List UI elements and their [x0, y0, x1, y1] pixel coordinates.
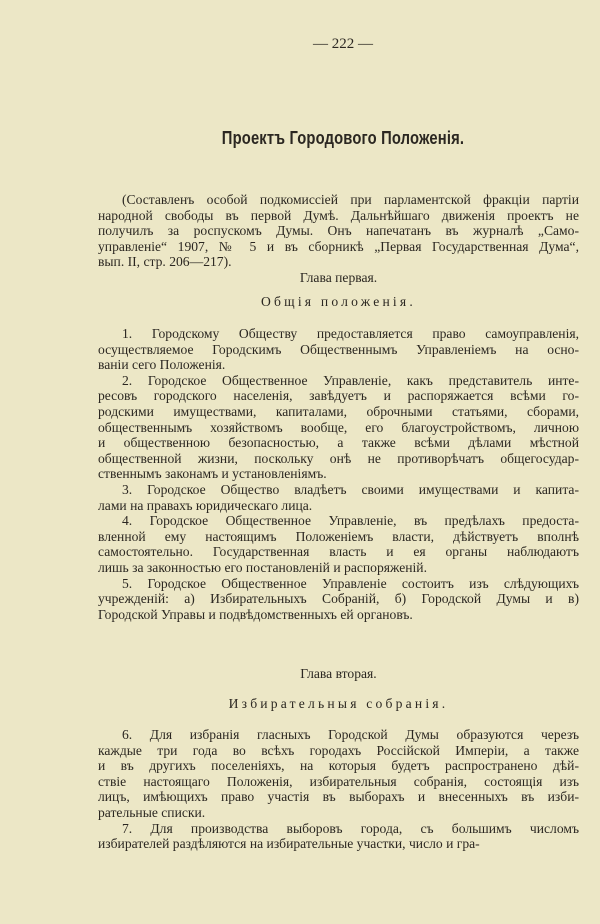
chapter2-body	[98, 727, 579, 852]
text-line: и въ другихъ поселеніяхъ, на которыя будетъ распространено дѣй-	[98, 758, 579, 774]
text-line: 2. Городское Общественное Управленіе, какъ представитель инте-	[122, 372, 579, 388]
text-line: общественнымъ хозяйствомъ вообще, его благоустройствомъ, личною	[98, 419, 579, 435]
text-line: (Составленъ особой подкомиссіей при парламентской фракціи партіи	[122, 192, 579, 207]
chapter2-subheading: Избирательныя собранія.	[228, 696, 449, 711]
article-paragraph	[98, 513, 579, 575]
text-line: каждые три года во всѣхъ городахъ Россійской Имперіи, а также	[98, 742, 579, 758]
text-line: избирателей раздѣляются на избирательные участки, число и гра-	[98, 836, 480, 852]
text-line: учрежденій: а) Избирательныхъ Собраній, б) Городской Думы и в)	[98, 591, 579, 607]
text-line: ресовъ городского населенія, завѣдуетъ и распоряжается всѣми го-	[98, 388, 579, 404]
text-line: 6. Для избранія гласныхъ Городской Думы образуются черезъ	[122, 727, 579, 742]
chapter2-heading: Глава вторая.	[300, 666, 377, 681]
article-paragraph	[98, 821, 579, 852]
page-number: — 222 —	[313, 36, 373, 52]
text-line: 3. Городское Общество владѣетъ своими имуществами и капита-	[122, 481, 579, 497]
text-line: управленіе“ 1907, № 5 и въ сборникѣ „Первая Государственная Дума“,	[98, 238, 579, 254]
article-paragraph	[98, 326, 579, 373]
intro-paragraph	[98, 192, 579, 270]
article-paragraph	[98, 727, 579, 821]
text-line: рательные списки.	[98, 804, 206, 820]
chapter1-body	[98, 326, 579, 622]
text-line: 5. Городское Общественное Управленіе состоитъ изъ слѣдующихъ	[122, 575, 579, 591]
text-line: и общественною безопасностью, а также всѣми дѣлами мѣстной	[98, 435, 579, 451]
text-line: осуществляемое Городскимъ Общественнымъ Управленіемъ на осно-	[98, 341, 579, 357]
text-line: 4. Городское Общественное Управленіе, въ предѣлахъ предоста-	[122, 513, 579, 529]
text-line: ственнымъ законамъ и установленіямъ.	[98, 466, 327, 482]
chapter1-subheading: Общія положенія.	[261, 294, 416, 309]
document-title: Проектъ Городового Положенія.	[221, 128, 465, 148]
text-line: 7. Для производства выборовъ города, съ большимъ числомъ	[122, 820, 579, 836]
text-line: общественной жизни, поскольку онѣ не противорѣчатъ общегосудар-	[98, 450, 579, 466]
text-line: народной свободы въ первой Думѣ. Дальнѣйшаго движенія проектъ не	[98, 207, 579, 223]
article-paragraph	[98, 482, 579, 513]
intro-text	[98, 192, 579, 270]
text-line: самостоятельно. Государственная власть и ея органы наблюдаютъ	[98, 544, 579, 560]
text-line: лицъ, имѣющихъ право участія въ выборахъ и внесенныхъ въ изби-	[98, 789, 579, 805]
text-line: Городской Управы и подвѣдомственныхъ ей органовъ.	[98, 606, 413, 622]
text-line: лишь за законностью его постановленій и распоряженій.	[98, 559, 427, 575]
text-line: 1. Городскому Обществу предоставляется право самоуправленія,	[122, 326, 579, 341]
article-paragraph	[98, 373, 579, 482]
article-paragraph	[98, 576, 579, 623]
text-line: получилъ за роспускомъ Думы. Онъ напечатанъ въ журналѣ „Само-	[98, 223, 579, 239]
text-line: вленной ему настоящимъ Положеніемъ власти, дѣйствуетъ вполнѣ	[98, 528, 579, 544]
text-line: родскими имуществами, капиталами, оброчными статьями, сборами,	[98, 403, 579, 419]
text-line: ваніи сего Положенія.	[98, 357, 226, 373]
text-line: лами на правахъ юридическаго лица.	[98, 497, 313, 513]
text-line: вып. II, стр. 206—217).	[98, 254, 232, 270]
text-line: ствіе настоящаго Положенія, избирательныя собранія, состоящія изъ	[98, 773, 579, 789]
chapter1-heading: Глава первая.	[299, 270, 378, 285]
